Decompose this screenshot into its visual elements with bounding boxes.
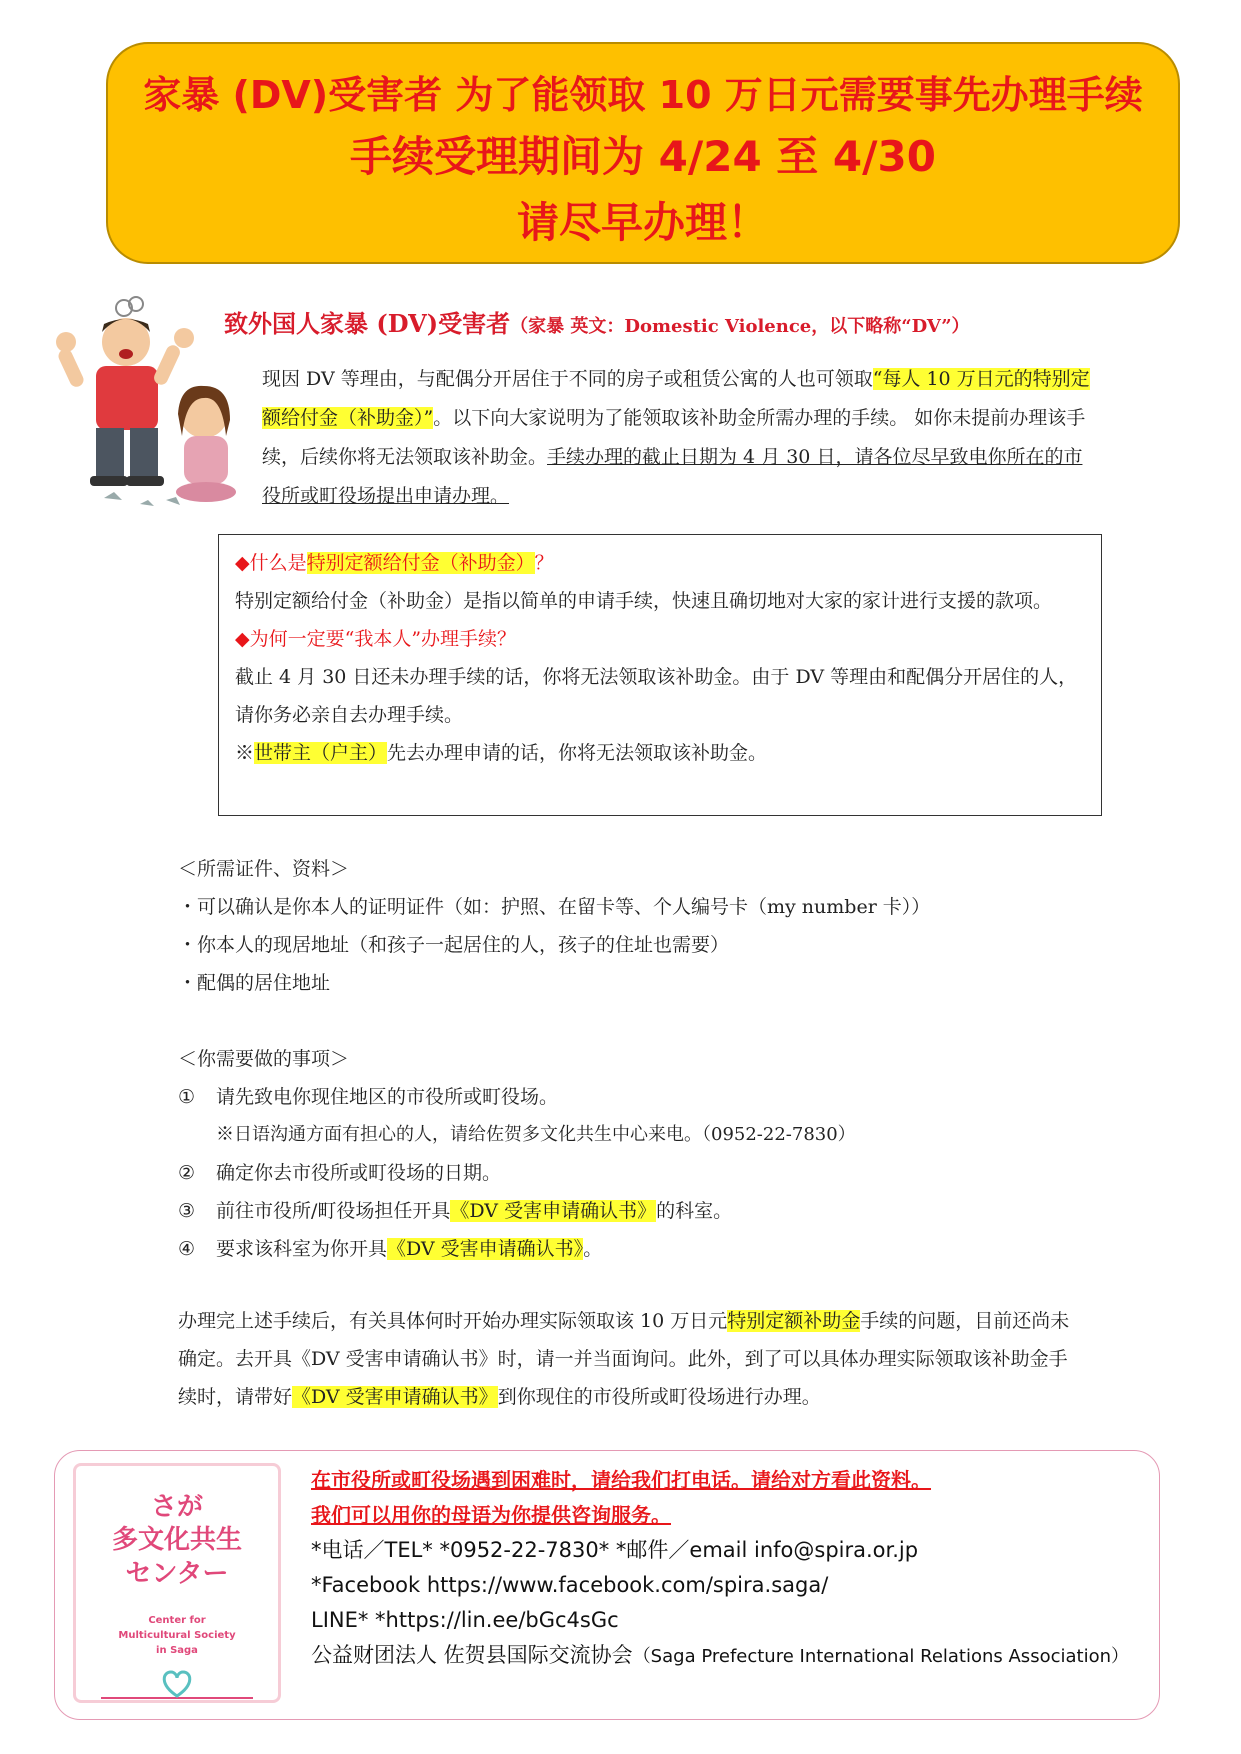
question-2: ◆为何一定要“我本人”办理手续？ bbox=[235, 628, 517, 650]
logo-english-3: in Saga bbox=[156, 1645, 198, 1656]
step-4-suffix: 。 bbox=[583, 1238, 603, 1260]
box-note bbox=[235, 734, 1089, 772]
box-note-suffix: 先去办理申请的话，你将无法领取该补助金。 bbox=[387, 742, 768, 764]
closing-text-2: 手续的问题，目前还尚未确定。去开具《DV 受害申请确认书》时，请一并当面询问。此外，到了可以具体办理实际领取该补助金手续时，请带好 bbox=[178, 1310, 1070, 1408]
logo-english-2: Multicultural Society bbox=[118, 1630, 236, 1641]
footer-notice-2: 我们可以用你的母语为你提供咨询服务。 bbox=[311, 1503, 671, 1527]
banner-line-2: 手续受理期间为 4/24 至 4/30 bbox=[350, 132, 936, 181]
question-1-highlight: 特别定额给付金（补助金） bbox=[306, 552, 535, 574]
closing-text-1: 办理完上述手续后，有关具体何时开始办理实际领取该 10 万日元 bbox=[178, 1310, 728, 1332]
closing-text-3: 到你现住的市役所或町役场进行办理。 bbox=[497, 1386, 821, 1408]
step-2 bbox=[178, 1154, 1078, 1192]
step-3-suffix: 的科室。 bbox=[656, 1200, 733, 1222]
contact-info bbox=[311, 1463, 1129, 1674]
info-box bbox=[218, 534, 1102, 816]
step-4-highlight: 《DV 受害申请确认书》 bbox=[387, 1238, 584, 1260]
banner-line-3: 请尽早办理！ bbox=[516, 198, 769, 247]
step-2-text: 确定你去市役所或町役场的日期。 bbox=[216, 1162, 502, 1184]
step-3-highlight: 《DV 受害申请确认书》 bbox=[450, 1200, 657, 1222]
step-1 bbox=[178, 1078, 1078, 1116]
answer-1: 特别定额给付金（补助金）是指以简单的申请手续，快速且确切地对大家的家计进行支援的款项。 bbox=[235, 590, 1053, 612]
closing-highlight-2: 《DV 受害申请确认书》 bbox=[292, 1386, 498, 1408]
footer-line-link[interactable]: LINE* *https://lin.ee/bGc4sGc bbox=[311, 1608, 619, 1632]
step-1-note: ※日语沟通方面有担心的人，请给佐贺多文化共生中心来电。（0952-22-7830） bbox=[216, 1124, 856, 1145]
step-4 bbox=[178, 1230, 1078, 1268]
box-note-prefix: ※ bbox=[235, 742, 255, 764]
heart-icon bbox=[97, 1666, 257, 1706]
step-4-prefix: 要求该科室为你开具 bbox=[216, 1238, 388, 1260]
header-banner bbox=[106, 42, 1180, 264]
logo-english-1: Center for bbox=[148, 1615, 206, 1626]
steps-title: ＜你需要做的事项＞ bbox=[178, 1048, 350, 1070]
contact-footer bbox=[54, 1450, 1160, 1720]
closing-highlight-1: 特别定额补助金 bbox=[727, 1310, 861, 1332]
step-3 bbox=[178, 1192, 1078, 1230]
intro-text-2: 。以下向大家说明为了能领取该补助金所需办理的手续。 如你未提前办理该手续，后续你将无法领取该补助金。 bbox=[262, 407, 1086, 468]
question-1 bbox=[235, 544, 1089, 582]
intro-text-1: 现因 DV 等理由，与配偶分开居住于不同的房子或租赁公寓的人也可领取 bbox=[262, 368, 873, 390]
logo-line-1: さが bbox=[150, 1492, 203, 1522]
step-1-text: 请先致电你现住地区的市役所或町役场。 bbox=[216, 1086, 559, 1108]
documents-item: ・你本人的现居地址（和孩子一起居住的人，孩子的住址也需要） bbox=[178, 934, 730, 956]
closing-paragraph bbox=[178, 1302, 1078, 1416]
documents-title: ＜所需证件、资料＞ bbox=[178, 858, 350, 880]
answer-2: 截止 4 月 30 日还未办理手续的话，你将无法领取该补助金。由于 DV 等理由和配偶分开居住的人，请你务必亲自去办理手续。 bbox=[235, 666, 1078, 726]
step-2-number: ② bbox=[178, 1162, 196, 1184]
logo-english bbox=[76, 1613, 278, 1658]
logo-line-2: 多文化共生 bbox=[111, 1525, 242, 1555]
dv-illustration-icon bbox=[44, 296, 250, 516]
intro-deadline: 手续办理的截止日期为 4 月 30 日，请各位尽早致电你所在的市役所或町役场提出申请办理。 bbox=[262, 446, 1083, 507]
steps-section bbox=[178, 1040, 1078, 1268]
footer-tel-email: *电话／TEL* *0952-22-7830* *邮件／email info@spira.or.jp bbox=[311, 1538, 919, 1562]
subtitle-note: （家暴 英文：Domestic Violence，以下略称“DV”） bbox=[510, 316, 970, 337]
step-3-number: ③ bbox=[178, 1200, 196, 1222]
footer-org: 公益财团法人 佐贺县国际交流协会 bbox=[311, 1643, 633, 1667]
intro-paragraph bbox=[262, 360, 1092, 516]
question-1-suffix: ？ bbox=[534, 552, 554, 574]
documents-item: ・配偶的居住地址 bbox=[178, 972, 331, 994]
subtitle-main: 致外国人家暴 (DV)受害者 bbox=[224, 309, 511, 338]
step-4-number: ④ bbox=[178, 1238, 196, 1260]
question-1-prefix: ◆什么是 bbox=[235, 552, 307, 574]
footer-facebook-link[interactable]: *Facebook https://www.facebook.com/spira.saga/ bbox=[311, 1573, 829, 1597]
step-3-prefix: 前往市役所/町役场担任开具 bbox=[216, 1200, 451, 1222]
subtitle bbox=[224, 304, 970, 339]
step-1-number: ① bbox=[178, 1086, 196, 1108]
intro-highlight: “每人 10 万日元的特别定额给付金（补助金）” bbox=[262, 368, 1090, 429]
center-logo bbox=[73, 1463, 281, 1703]
logo-line-3: センター bbox=[125, 1559, 229, 1589]
box-note-highlight: 世带主（户主） bbox=[254, 742, 388, 764]
footer-notice-1: 在市役所或町役场遇到困难时，请给我们打电话。请给对方看此资料。 bbox=[311, 1468, 931, 1492]
documents-item: ・可以确认是你本人的证明证件（如：护照、在留卡等、个人编号卡（my number 卡）） bbox=[178, 896, 931, 918]
documents-section bbox=[178, 850, 1078, 1002]
banner-line-1: 家暴 (DV)受害者 为了能领取 10 万日元需要事先办理手续 bbox=[143, 73, 1143, 117]
footer-org-en: （Saga Prefecture International Relations Association） bbox=[632, 1646, 1129, 1667]
